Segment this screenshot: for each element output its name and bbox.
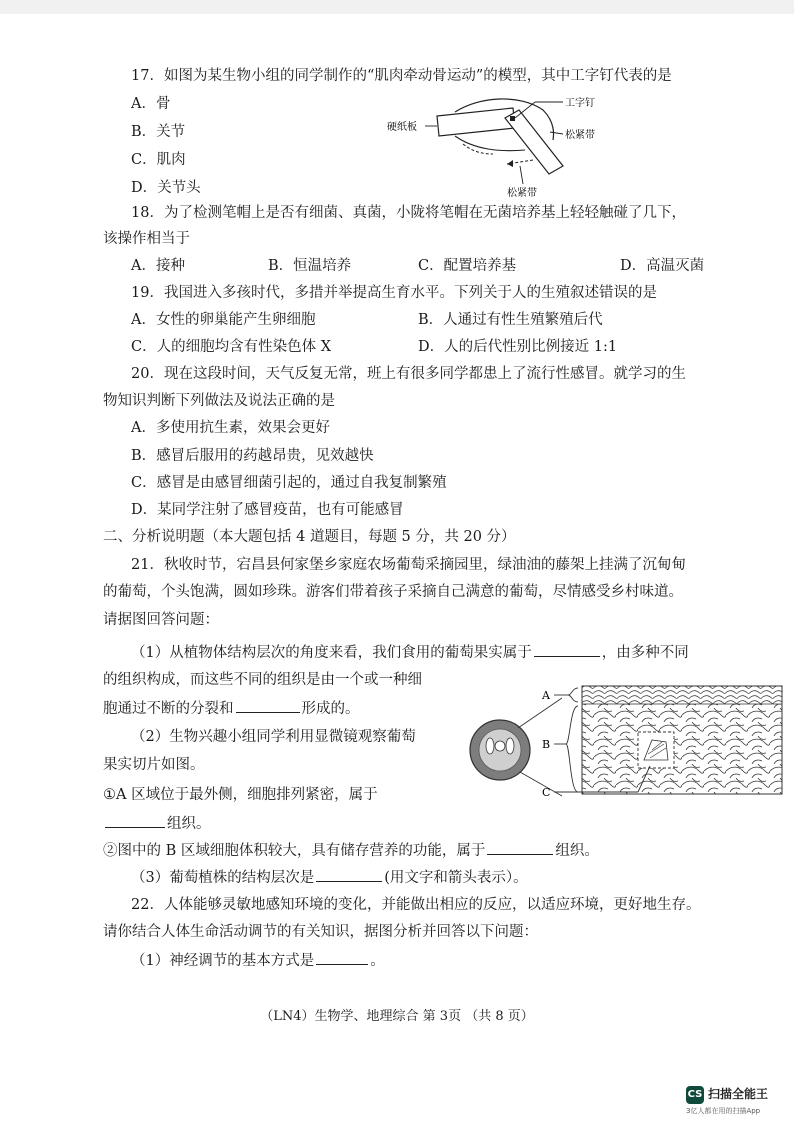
q17-option-b: B．关节: [131, 124, 186, 140]
grape-center: [495, 741, 505, 751]
q21-sub2-line-4: 组织。: [103, 813, 211, 834]
q20-option-d: D．某同学注射了感冒疫苗，也有可能感冒: [131, 502, 404, 518]
page-footer: （LN4）生物学、地理综合 第 3页 （共 8 页）: [260, 1009, 534, 1024]
label-pin: 工字钉: [565, 98, 595, 109]
label-b: B: [542, 738, 551, 751]
answer-blank-structure-levels[interactable]: [316, 867, 382, 882]
q18-stem-2: 该操作相当于: [103, 231, 190, 247]
q20-option-c: C．感冒是由感冒细菌引起的，通过自我复制繁殖: [131, 475, 447, 491]
answer-blank-differentiation[interactable]: [236, 698, 300, 713]
q18-option-c: C．配置培养基: [418, 258, 517, 274]
camscanner-slogan: 3亿人都在用的扫描App: [686, 1107, 761, 1115]
q21-sub3-line: （3）葡萄植株的结构层次是 (用文字和箭头表示）。: [131, 867, 528, 888]
grape-section-figure: [462, 680, 787, 802]
arrow-bottom-head: [507, 160, 513, 167]
q19-option-b: B．人通过有性生殖繁殖后代: [418, 312, 603, 328]
answer-blank-tissue-b[interactable]: [487, 840, 553, 855]
q21-sub2-line-1: （2）生物兴趣小组同学利用显微镜观察葡萄: [131, 729, 416, 745]
answer-blank-organ[interactable]: [534, 642, 600, 657]
grape-seed-1: [486, 738, 494, 754]
q19-option-d: D．人的后代性别比例接近 1:1: [418, 339, 618, 355]
label-board: 硬纸板: [387, 122, 417, 133]
q21-para-1: 21．秋收时节，宕昌县何家堡乡家庭农场葡萄采摘园里，绿油油的藤架上挂满了沉甸甸: [131, 557, 686, 573]
q22-para-2: 请你结合人体生命活动调节的有关知识，据图分析并回答以下问题：: [103, 924, 538, 940]
q20-stem-2: 物知识判断下列做法及说法正确的是: [103, 393, 335, 409]
q19-stem: 19．我国进入多孩时代，多措并举提高生育水平。下列关于人的生殖叙述错误的是: [131, 285, 657, 301]
q17-option-d: D．关节头: [131, 180, 201, 196]
q22-para-1: 22．人体能够灵敏地感知环境的变化，并能做出相应的反应，以适应环境，更好地生存。: [131, 897, 701, 913]
q17-option-c: C．肌肉: [131, 152, 186, 168]
grape-seed-2: [506, 738, 514, 754]
label-c: C: [542, 786, 551, 799]
q18-option-b: B．恒温培养: [268, 258, 352, 274]
scan-top-shadow: [0, 0, 794, 14]
q18-option-d: D．高温灭菌: [620, 258, 705, 274]
q21-para-2: 的葡萄，个头饱满，圆如珍珠。游客们带着孩子采摘自己满意的葡萄，尽情感受乡村味道。: [103, 584, 683, 600]
q19-option-a: A．女性的卵巢能产生卵细胞: [131, 312, 316, 328]
q18-option-a: A．接种: [131, 258, 185, 274]
q18-stem-1: 18．为了检测笔帽上是否有细菌、真菌，小陇将笔帽在无菌培养基上轻轻触碰了几下，: [131, 205, 686, 221]
band-lower: [455, 136, 525, 151]
q19-option-c: C．人的细胞均含有性染色体 X: [131, 339, 332, 355]
camscanner-logo-icon: CS: [686, 1086, 704, 1104]
section-2-title: 二、分析说明题（本大题包括 4 道题目，每题 5 分，共 20 分）: [103, 529, 516, 545]
label-band-2: 松紧带: [507, 188, 537, 199]
q20-option-b: B．感冒后服用的药越昂贵，见效越快: [131, 448, 374, 464]
q17-option-a: A．骨: [131, 96, 171, 112]
q21-sub1-line-1: （1）从植物体结构层次的角度来看，我们食用的葡萄果实属于 ，由多种不同: [131, 642, 689, 663]
muscle-model-figure: [385, 88, 615, 200]
q17-stem: 17．如图为某生物小组的同学制作的“肌肉牵动骨运动”的模型，其中工字钉代表的是: [131, 68, 672, 84]
camscanner-name: 扫描全能王: [708, 1087, 769, 1101]
label-a: A: [542, 689, 550, 702]
answer-blank-tissue-a[interactable]: [105, 813, 165, 828]
label-band-1: 松紧带: [565, 130, 595, 141]
vascular-bundle-box: [638, 732, 674, 768]
q22-sub1-line: （1）神经调节的基本方式是 。: [131, 950, 385, 971]
q20-option-a: A．多使用抗生素，效果会更好: [131, 420, 330, 436]
q21-para-3: 请据图回答问题：: [103, 612, 219, 628]
q21-sub1-line-3: 胞通过不断的分裂和 形成的。: [103, 698, 360, 719]
q20-stem-1: 20．现在这段时间，天气反复无常，班上有很多同学都患上了流行性感冒。就学习的生: [131, 366, 686, 382]
answer-blank-reflex[interactable]: [316, 950, 368, 965]
pin-icon: [510, 116, 515, 121]
q21-sub2-line-5: ②图中的 B 区域细胞体积较大，具有储存营养的功能，属于 组织。: [103, 840, 599, 861]
board-upper: [437, 108, 515, 136]
q21-sub2-line-2: 果实切片如图。: [103, 757, 205, 773]
q21-sub2-line-3: ①A 区域位于最外侧，细胞排列紧密，属于: [103, 787, 378, 803]
q21-sub1-line-2: 的组织构成，而这些不同的组织是由一个或一种细: [103, 672, 422, 688]
